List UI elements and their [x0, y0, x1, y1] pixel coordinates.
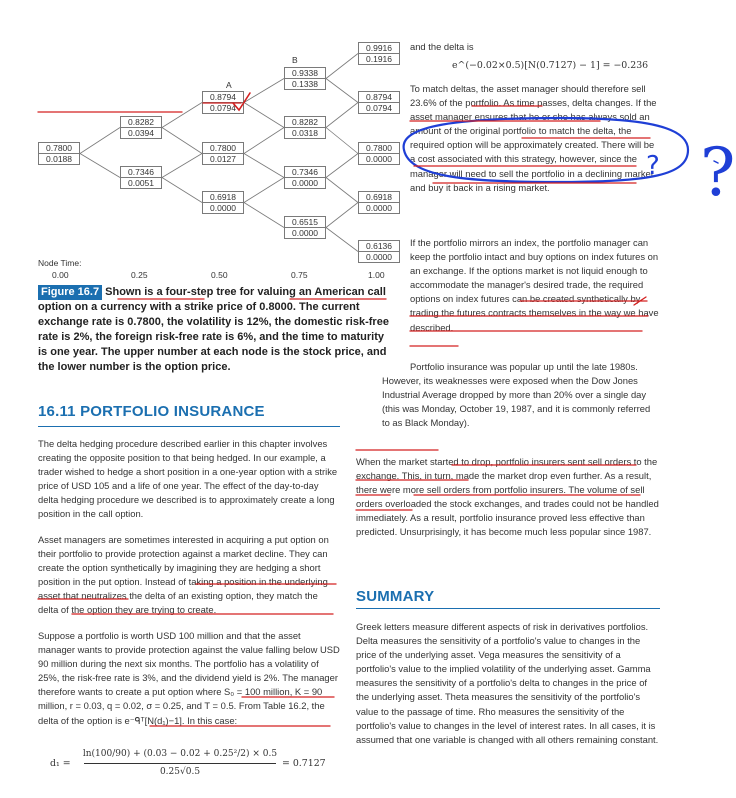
tree-edge — [326, 103, 358, 128]
ink-dot — [714, 161, 718, 163]
time-tick: 0.25 — [131, 270, 148, 280]
paragraph-index-futures: If the portfolio mirrors an index, the portfolio manager can keep the portfolio intact and buy options on index futures on an exchange. If the options market is not liquid enough to accommodate the manager's desired trade, the required options on index futures can be created synthetically by trading the futures contracts themselves in the way we have described. — [410, 237, 659, 333]
tree-node: 0.7346 0.0000 — [284, 166, 326, 189]
tree-node: 0.9338 0.1338 — [284, 67, 326, 90]
tree-node: 0.7800 0.0000 — [358, 142, 400, 165]
binomial-tree-lines — [0, 0, 400, 280]
paragraph-summary: Greek letters measure different aspects of risk in derivatives portfolios. Delta measures the sensitivity of a portfolio's value to changes in the price of the underlying asset. Vega measures the sensitivity of a portfolio's value to the implied volatility of the underlying asset. Gamma measures the sensitivity of a portfolio's delta to changes in the price of the underlying asset. Theta measures the sensitivity of the portfolio's value to the passage of time. Rho measures the sensitivity of the portfolio's value to changes in the level of interest rates. In all cases, it is assumed that one variable is changed with all others remaining constant. — [356, 621, 659, 745]
tree-edge — [162, 103, 202, 128]
delta-intro: and the delta is — [410, 41, 474, 52]
tree-node: 0.8794 0.0794 — [202, 91, 244, 114]
tree-edge — [244, 154, 284, 178]
time-tick: 0.50 — [211, 270, 228, 280]
d1-denominator: 0.25√0.5 — [159, 767, 201, 777]
paragraph-delta-hedging: The delta hedging procedure described earlier in this chapter involves creating the opposite position to that being hedged. In our example, a trader wished to hedge a short position in a one-year option with a strike price of USD 105 and a life of one year. The effect of the day-to-day delta hedging procedure we described is to approximately create a long position in the call option. — [38, 438, 338, 520]
d1-numerator: ln(100/90) + (0.03 − 0.02 + 0.25²/2) × 0.5 — [82, 749, 278, 759]
figure-caption — [38, 285, 396, 375]
tree-edge — [244, 203, 284, 228]
tree-edge — [326, 154, 358, 178]
paragraph-asset-managers: Asset managers are sometimes interested in acquiring a put option on their portfolio to provide protection against a market decline. They can create the option synthetically by imagining they are hedging a short position in the put option. Instead of taking a position in the underlying asset that neutralizes the delta of an existing option, they match the delta of the option they are trying to create. — [38, 534, 329, 616]
delta-equation: e^(−0.02×0.5)[N(0.7127) − 1] = −0.236 — [452, 60, 649, 71]
tree-edge — [80, 128, 120, 154]
paragraph-example: Suppose a portfolio is worth USD 100 million and that the asset manager wants to provide protection against the value falling below USD 90 million during the next six months. The portfolio has a volatility of 25%, the risk-free rate is 3%, and the dividend yield is 2%. The manager therefore wants to create a put option where S₀ = 100 million, K = 90 million, r = 0.03, q = 0.02, σ = 0.25, and T = 0.5. From Table 16.2, the delta of the option is e⁻ᑫᵀ[N(d₁)−1]. In this case: — [38, 630, 340, 726]
tree-node: 0.8794 0.0794 — [358, 91, 400, 114]
node-time-label: Node Time: — [38, 258, 82, 268]
time-tick: 1.00 — [368, 270, 385, 280]
tree-node: 0.6918 0.0000 — [358, 191, 400, 214]
tree-edge — [326, 128, 358, 154]
paragraph-history: Portfolio insurance was popular up until the late 1980s. However, its weaknesses were exposed when the Dow Jones Industrial Average dropped by more than 20% over a single day (this was Monday, October 19, 1987, and it is commonly referred to as Black Monday). — [382, 361, 651, 429]
summary-rule — [356, 608, 660, 609]
time-tick: 0.75 — [291, 270, 308, 280]
tree-node: 0.7800 0.0188 — [38, 142, 80, 165]
d1-result: = 0.7127 — [282, 758, 326, 769]
tree-node: 0.8282 0.0318 — [284, 116, 326, 139]
tree-edge — [162, 154, 202, 178]
tree-edge — [326, 228, 358, 252]
section-title: 16.11 PORTFOLIO INSURANCE — [38, 403, 265, 420]
paragraph-match-deltas: To match deltas, the asset manager should therefore sell 23.6% of the portfolio. As time passes, delta changes. If the asset manager ensures that he or she has always sold an amount of the original portfolio to match the delta, the required option will be approximately created. There will be a cost associated with this strategy, however, since the manager will need to sell the portfolio in a declining market and buy it back in a rising market. — [410, 83, 657, 193]
tree-edge — [244, 178, 284, 203]
tree-node: 0.9916 0.1916 — [358, 42, 400, 65]
tree-label-b: B — [292, 55, 298, 65]
tree-node: 0.6136 0.0000 — [358, 240, 400, 263]
tree-edge — [244, 103, 284, 128]
tree-node: 0.7346 0.0051 — [120, 166, 162, 189]
tree-edge — [80, 154, 120, 178]
d1-fraction-bar — [84, 763, 276, 764]
paragraph-black-monday: When the market started to drop, portfolio insurers sent sell orders to the exchange. This, in turn, made the market drop even further. As a result, there were more sell orders from portfolio insurers. The volume of sell orders overloaded the stock exchanges, and trades could not be handled immediately. As a result, portfolio insurance proved less effective than predicted. Unsurprisingly, it has become much less popular since 1987. — [356, 456, 659, 538]
question-mark-icon: ? — [700, 134, 736, 211]
tree-node: 0.6918 0.0000 — [202, 191, 244, 214]
tree-node: 0.7800 0.0127 — [202, 142, 244, 165]
d1-lhs: d₁ = — [50, 758, 71, 769]
tree-edge — [244, 128, 284, 154]
tree-node: 0.6515 0.0000 — [284, 216, 326, 239]
time-tick: 0.00 — [52, 270, 69, 280]
tree-edge — [326, 54, 358, 79]
summary-title: SUMMARY — [356, 588, 435, 605]
figure-badge: Figure 16.7 — [38, 285, 102, 300]
small-question-mark-icon: ? — [646, 151, 660, 181]
tree-label-a: A — [226, 80, 232, 90]
tree-edge — [326, 203, 358, 228]
section-rule — [38, 426, 340, 427]
tree-edge — [162, 128, 202, 154]
tree-edge — [162, 178, 202, 203]
figure-caption-text: Shown is a four-step tree for valuing an American call option on a currency with a strike price of 0.8000. The current exchange rate is 0.7800, the volatility is 12%, the domestic risk-free rate is 2%, the foreign risk-free rate is 6%, and the time to maturity is one year. The upper number at each node is the stock price, and the lower number is the option price. — [38, 286, 389, 373]
tree-node: 0.8282 0.0394 — [120, 116, 162, 139]
tree-edge — [326, 79, 358, 103]
tree-edge — [244, 79, 284, 103]
tree-edge — [326, 178, 358, 203]
